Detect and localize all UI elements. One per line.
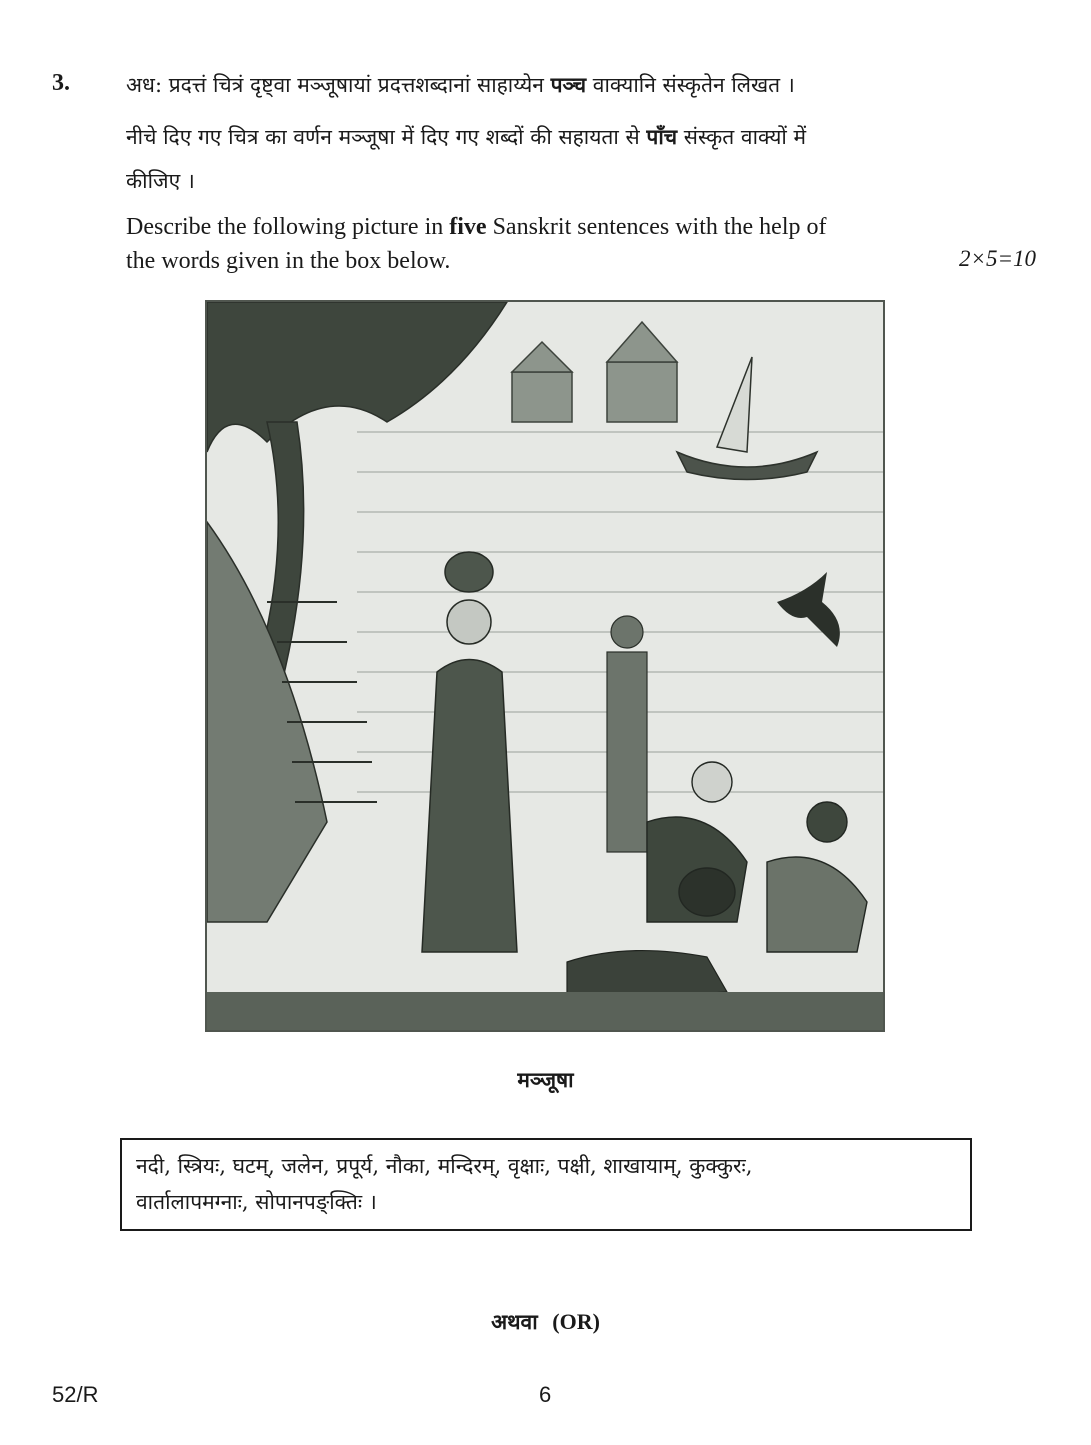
or-divider bbox=[0, 1308, 1091, 1336]
instruction-sanskrit bbox=[126, 68, 795, 102]
question-number: 3. bbox=[52, 70, 70, 96]
instruction-hindi-line1 bbox=[126, 120, 806, 154]
instruction-sanskrit-text: अध: प्रदत्तं चित्रं दृष्ट्वा मञ्जूषायां प्रदत्तशब्दानां साहाय्येन bbox=[126, 73, 551, 97]
bird-drawing bbox=[777, 572, 840, 647]
woman-drawing bbox=[422, 552, 517, 952]
instruction-english-text: Describe the following picture in bbox=[126, 214, 450, 240]
instruction-hindi-end: संस्कृत वाक्यों में bbox=[677, 125, 807, 149]
instruction-english-line1 bbox=[126, 210, 827, 244]
instruction-sanskrit-end: वाक्यानि संस्कृतेन लिखत । bbox=[586, 73, 795, 97]
word-box bbox=[120, 1138, 972, 1231]
word-box-title: मञ्जूषा bbox=[517, 1067, 574, 1092]
instruction-english-end: Sanskrit sentences with the help of bbox=[486, 214, 827, 240]
marks-label: 2×5=10 bbox=[958, 246, 1036, 271]
paper-code: 52/R bbox=[52, 1382, 99, 1407]
instruction-sanskrit-bold: पञ्च bbox=[550, 72, 587, 97]
seated-women-drawing bbox=[647, 762, 867, 952]
illustration-picture bbox=[205, 300, 885, 1032]
temple-drawing bbox=[512, 322, 677, 422]
word-box-line2: वार्तालापमग्नाः, सोपानपङ्क्तिः । bbox=[136, 1190, 377, 1214]
page-number: 6 bbox=[539, 1382, 552, 1407]
illustration-drawing bbox=[207, 302, 883, 1030]
instruction-hindi-bold: पाँच bbox=[646, 124, 678, 149]
or-english: (OR) bbox=[552, 1309, 600, 1334]
instruction-hindi-line2: कीजिए । bbox=[126, 169, 195, 193]
word-box-line1: नदी, स्त्रियः, घटम्, जलेन, प्रपूर्य, नौका, मन्दिरम्, वृक्षाः, पक्षी, शाखायाम्, कुक्कुरः, bbox=[136, 1154, 753, 1178]
boat-drawing bbox=[677, 357, 817, 480]
instruction-hindi-text: नीचे दिए गए चित्र का वर्णन मञ्जूषा में दिए गए शब्दों की सहायता से bbox=[126, 125, 647, 149]
instruction-english-bold: five bbox=[449, 214, 487, 240]
or-hindi: अथवा bbox=[491, 1309, 538, 1334]
instruction-english-line2: the words given in the box below. bbox=[126, 248, 451, 274]
